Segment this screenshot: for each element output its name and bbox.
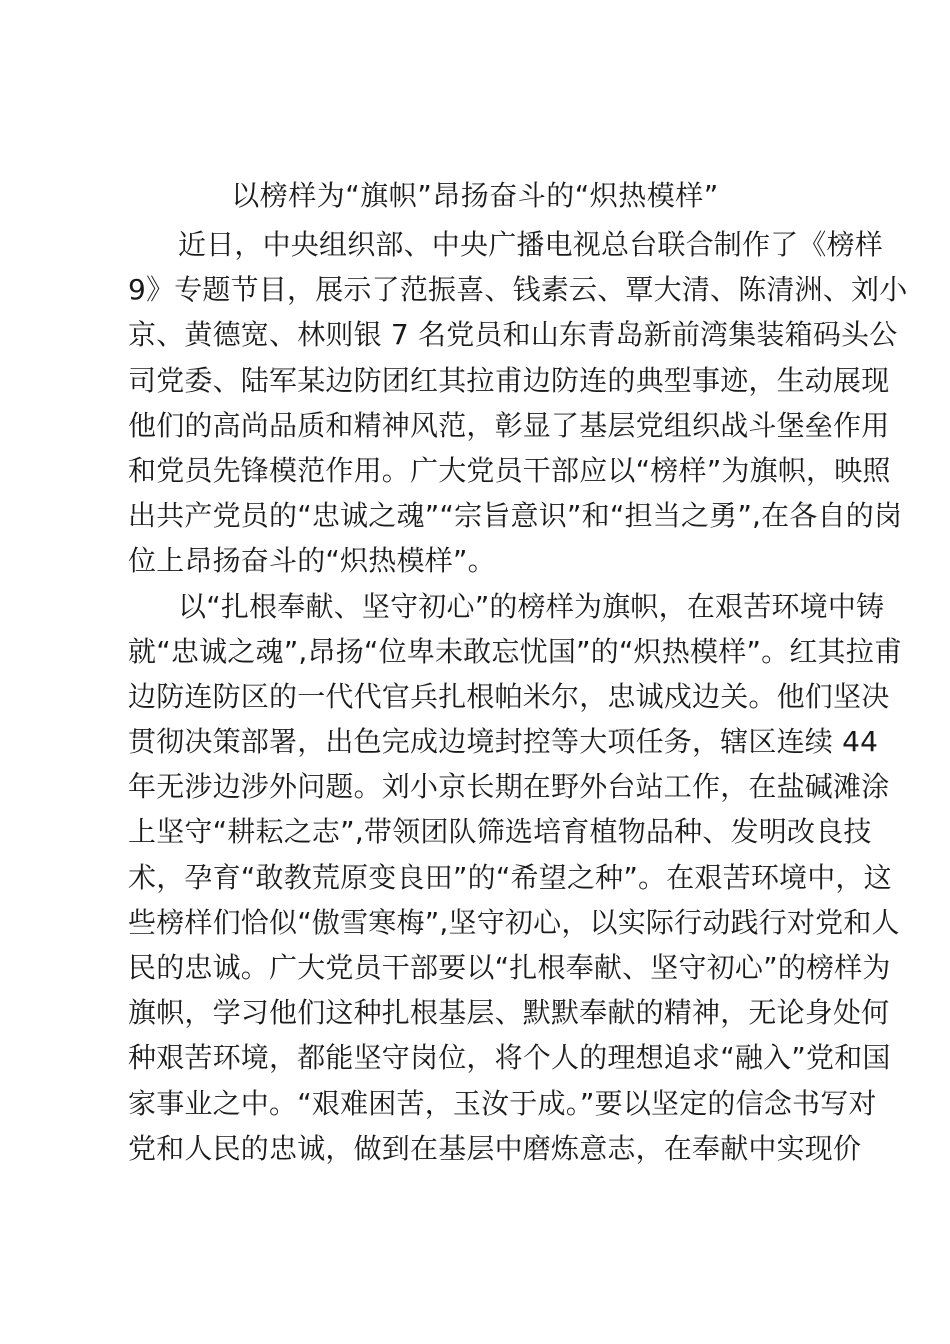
text-line: 就“忠诚之魂”,昂扬“位卑未敢忘忧国”的“炽热模样”。红其拉甫 xyxy=(128,634,903,668)
text-line: 年无涉边涉外问题。刘小京长期在野外台站工作，在盐碱滩涂 xyxy=(128,770,890,804)
text-line: 位上昂扬奋斗的“炽热模样”。 xyxy=(128,544,496,578)
text-line: 近日，中央组织部、中央广播电视总台联合制作了《榜样 xyxy=(178,228,884,261)
text-line: 和党员先锋模范作用。广大党员干部应以“榜样”为旗帜，映照 xyxy=(128,453,891,487)
text-line: 京、黄德宽、林则银 7 名党员和山东青岛新前湾集装箱码头公 xyxy=(128,318,898,352)
text-line: 家事业之中。“艰难困苦，玉汝于成。”要以坚定的信念书写对 xyxy=(128,1086,877,1120)
paragraph-2 xyxy=(128,584,903,1171)
text-line: 上坚守“耕耘之志”,带领团队筛选培育植物品种、发明改良技 xyxy=(128,815,872,849)
text-line: 他们的高尚品质和精神风范，彰显了基层党组织战斗堡垒作用 xyxy=(128,408,890,442)
document-title: 以榜样为“旗帜”昂扬奋斗的“炽热模样” xyxy=(231,179,719,212)
text-line: 党和人民的忠诚，做到在基层中磨炼意志，在奉献中实现价 xyxy=(128,1131,862,1165)
text-line: 贯彻决策部署，出色完成边境封控等大项任务，辖区连续 44 xyxy=(128,725,879,759)
text-line: 9》专题节目，展示了范振喜、钱素云、覃大清、陈清洲、刘小 xyxy=(128,273,908,307)
text-line: 旗帜，学习他们这种扎根基层、默默奉献的精神，无论身处何 xyxy=(128,996,890,1030)
text-line: 民的忠诚。广大党员干部要以“扎根奉献、坚守初心”的榜样为 xyxy=(128,951,891,984)
text-line: 司党委、陆军某边防团红其拉甫边防连的典型事迹，生动展现 xyxy=(128,363,890,397)
text-line: 边防连防区的一代代官兵扎根帕米尔，忠诚戍边关。他们坚决 xyxy=(128,679,890,713)
document-body xyxy=(128,222,908,1171)
text-line: 种艰苦环境，都能坚守岗位，将个人的理想追求“融入”党和国 xyxy=(128,1041,891,1075)
paragraph-1 xyxy=(128,222,908,584)
text-line: 些榜样们恰似“傲雪寒梅”,坚守初心，以实际行动践行对党和人 xyxy=(128,905,900,939)
text-line: 术，孕育“敢教荒原变良田”的“希望之种”。在艰苦环境中，这 xyxy=(128,860,892,894)
text-line: 出共产党员的“忠诚之魂”“宗旨意识”和“担当之勇”,在各自的岗 xyxy=(128,499,903,533)
text-line: 以“扎根奉献、坚守初心”的榜样为旗帜，在艰苦环境中铸 xyxy=(178,589,885,623)
